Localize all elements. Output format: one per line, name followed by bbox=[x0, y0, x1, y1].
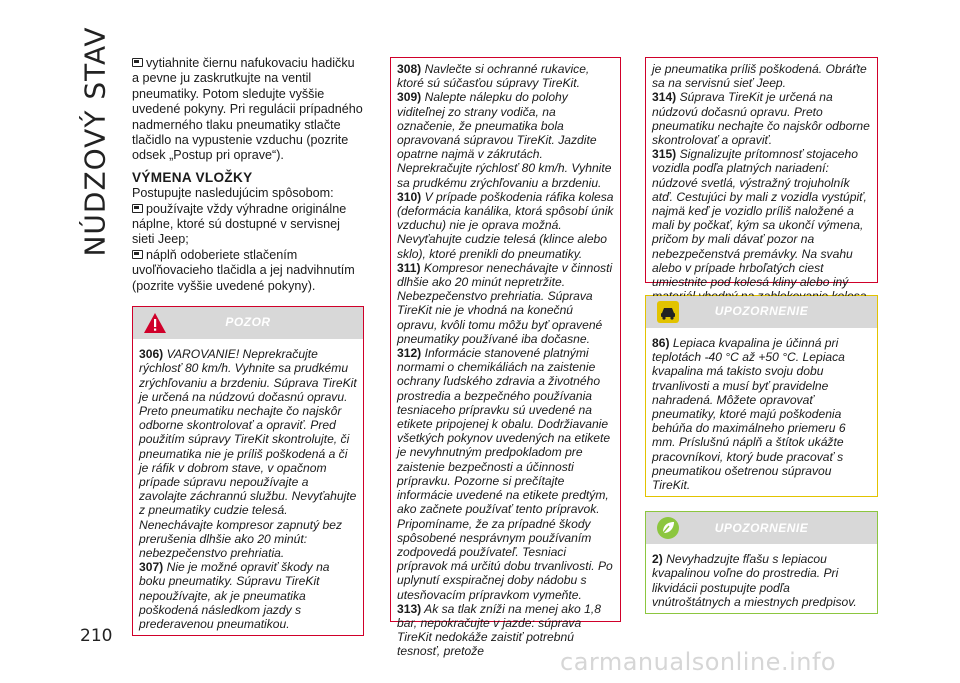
note-item: 86) Lepiaca kvapalina je účinná pri teplotách -40 °C až +50 °C. Lepiaca kvapalina má takisto svoju dobu trvanlivosti a musí byť pravidelne nahradená. Môžete opravovať pneumatiky, ktoré majú poškodenia behúňa do maximálneho priemeru 6 mm. Príslušnú náplň a štítok ukážte pracovníkovi, ktorý bude pracovať s pneumatikou ošetrenou súpravou TireKit. bbox=[652, 336, 846, 493]
warning-triangle-icon bbox=[143, 311, 167, 335]
intro-bullet: vytiahnite čiernu nafukovaciu hadičku a pevne ju zaskrutkujte na ventil pneumatiky. Potom sledujte vyššie uvedené pokyny. Pri regulácii prípadného nadmerného tlaku pneumatiky stlačte tlačidlo na vypustenie vzduchu (pozrite odsek „Postup pri oprave“). bbox=[132, 56, 363, 163]
bullet-item: používajte vždy výhradne originálne náplne, ktoré sú dostupné v servisnej sieti Jeep; bbox=[132, 201, 347, 247]
note-item: 307) Nie je možné opraviť škody na boku pneumatiky. Súpravu TireKit nepoužívajte, ak je pneumatika poškodená následkom jazdy s prederavenou pneumatikou. bbox=[139, 560, 330, 631]
watermark: carmanualsonline.info bbox=[560, 648, 837, 676]
note-item: 311) Kompresor nenechávajte v činnosti dlhšie ako 20 minút nepretržite. Nebezpečenstvo prehriatia. Súprava TireKit nie je vhodná na konečnú opravu, kvôli tomu môžu byť opravené pneumatiky používané iba dočasne. bbox=[397, 260, 613, 346]
caution-content bbox=[646, 328, 877, 496]
environment-banner: UPOZORNENIE bbox=[646, 512, 877, 544]
warning-box bbox=[132, 306, 364, 636]
warning-continued-box bbox=[645, 57, 878, 290]
bullet-icon bbox=[132, 204, 143, 212]
warning-banner: POZOR bbox=[133, 307, 363, 339]
environment-box bbox=[645, 511, 878, 614]
section-heading: VÝMENA VLOŽKY bbox=[132, 169, 253, 185]
page-number: 210 bbox=[80, 626, 113, 646]
note-item: 313) Ak sa tlak zníži na menej ako 1,8 bar, nepokračujte v jazde: súprava TireKit nedokáže zaistiť potrebnú tesnosť, pretože bbox=[397, 601, 601, 659]
warning-content bbox=[133, 339, 363, 635]
column-1 bbox=[132, 56, 364, 636]
note-item: 309) Nalepte nálepku do polohy viditeľnej zo strany vodiča, na označenie, že pneumatika bola opravovaná súpravou TireKit. Jazdite opatrne najmä v zákrutách. Neprekračujte rýchlosť 80 km/h. Vyhnite sa prudkému zrýchľovaniu a brzdeniu. bbox=[397, 90, 612, 190]
warning-continued-box bbox=[390, 57, 621, 659]
environment-content bbox=[646, 544, 877, 613]
recycle-leaf-icon bbox=[656, 516, 680, 540]
note-item: 310) V prípade poškodenia ráfika kolesa (deformácia kanálika, ktorá spôsobí únik vzduchu) nie je oprava možná. Nevyťahujte cudzie telesá (klince alebo sklo), ktoré prenikli do pneumatiky. bbox=[397, 189, 614, 261]
caution-box bbox=[645, 295, 878, 497]
lead-text: Postupujte nasledujúcim spôsobom: bbox=[132, 186, 334, 201]
note-item: 314) Súprava TireKit je určená na núdzovú dočasnú opravu. Preto pneumatiku nechajte čo najskôr odborne skontrolovať a opraviť. bbox=[652, 90, 870, 148]
note-item: je pneumatika príliš poškodená. Obráťte sa na servisnú sieť Jeep. bbox=[652, 62, 867, 91]
caution-banner: UPOZORNENIE bbox=[646, 296, 877, 328]
bullet-icon bbox=[132, 250, 143, 258]
note-item: 312) Informácie stanovené platnými normami o chemikáliách na zaistenie ochrany ľudského zdravia a životného prostredia a bezpečného používania tesniaceho prípravku sú uvedené na etikete pripojenej k obalu. Dodržiavanie všetkých pokynov uvedených na etikete je nevyhnutným predpokladom pre zaistenie bezpečnosti a účinnosti prípravku. Pozorne si prečítajte informácie uvedené na etikete predtým, ako začnete používať tento prípravok. Pripomíname, že za prípadné škody spôsobené nesprávnym používaním zodpovedá používateľ. Tesniaci prípravok má určitú dobu trvanlivosti. Po uplynutí exspiračnej doby nádobu s utesňovacím prípravkom vymeňte. bbox=[397, 346, 613, 602]
note-item: 2) Nevyhadzujte fľašu s lepiacou kvapalinou voľne do prostredia. Pri likvidácii postupujte podľa vnútroštátnych a miestnych predpisov. bbox=[652, 552, 857, 609]
note-item: 306) VAROVANIE! Neprekračujte rýchlosť 80 km/h. Vyhnite sa prudkému zrýchľovaniu a brzdeniu. Súprava TireKit je určená na núdzovú dočasnú opravu. Preto pneumatiku nechajte čo najskôr odborne skontrolovať a opraviť. Pred použitím súpravy TireKit skontrolujte, či pneumatika nie je príliš poškodená a či je ráfik v dobrom stave, v opačnom prípade súpravu nepoužívajte a zavolajte záchrannú službu. Nevyťahujte z pneumatiky cudzie telesá. Nenechávajte kompresor zapnutý bez prerušenia dlhšie ako 20 minút: nebezpečenstvo prehriatia. bbox=[139, 347, 357, 560]
column-3 bbox=[645, 57, 878, 614]
bullet-item: náplň odoberiete stlačením uvoľňovacieho tlačidla a jej nadvihnutím (pozrite vyššie uvedené pokyny). bbox=[132, 247, 355, 293]
section-title: NÚDZOVÝ STAV bbox=[78, 25, 112, 257]
note-item: 308) Navlečte si ochranné rukavice, ktoré sú súčasťou súpravy TireKit. bbox=[397, 62, 590, 91]
bullet-icon bbox=[132, 58, 143, 66]
note-item: 315) Signalizujte prítomnosť stojaceho vozidla podľa platných nariadení: núdzové svetlá, výstražný trojuholník atď. Cestujúci by mali z vozidla vystúpiť, najmä keď je vozidlo príliš naložené a mali by počkať, kým sa ukončí výmena, pričom by mali dávať pozor na nebezpečenstvá premávky. Na svahu alebo v prípade hrboľatých ciest umiestnite pod kolesá kliny alebo iný bbox=[652, 147, 867, 290]
column-2 bbox=[390, 57, 621, 659]
car-skid-icon bbox=[656, 300, 680, 324]
